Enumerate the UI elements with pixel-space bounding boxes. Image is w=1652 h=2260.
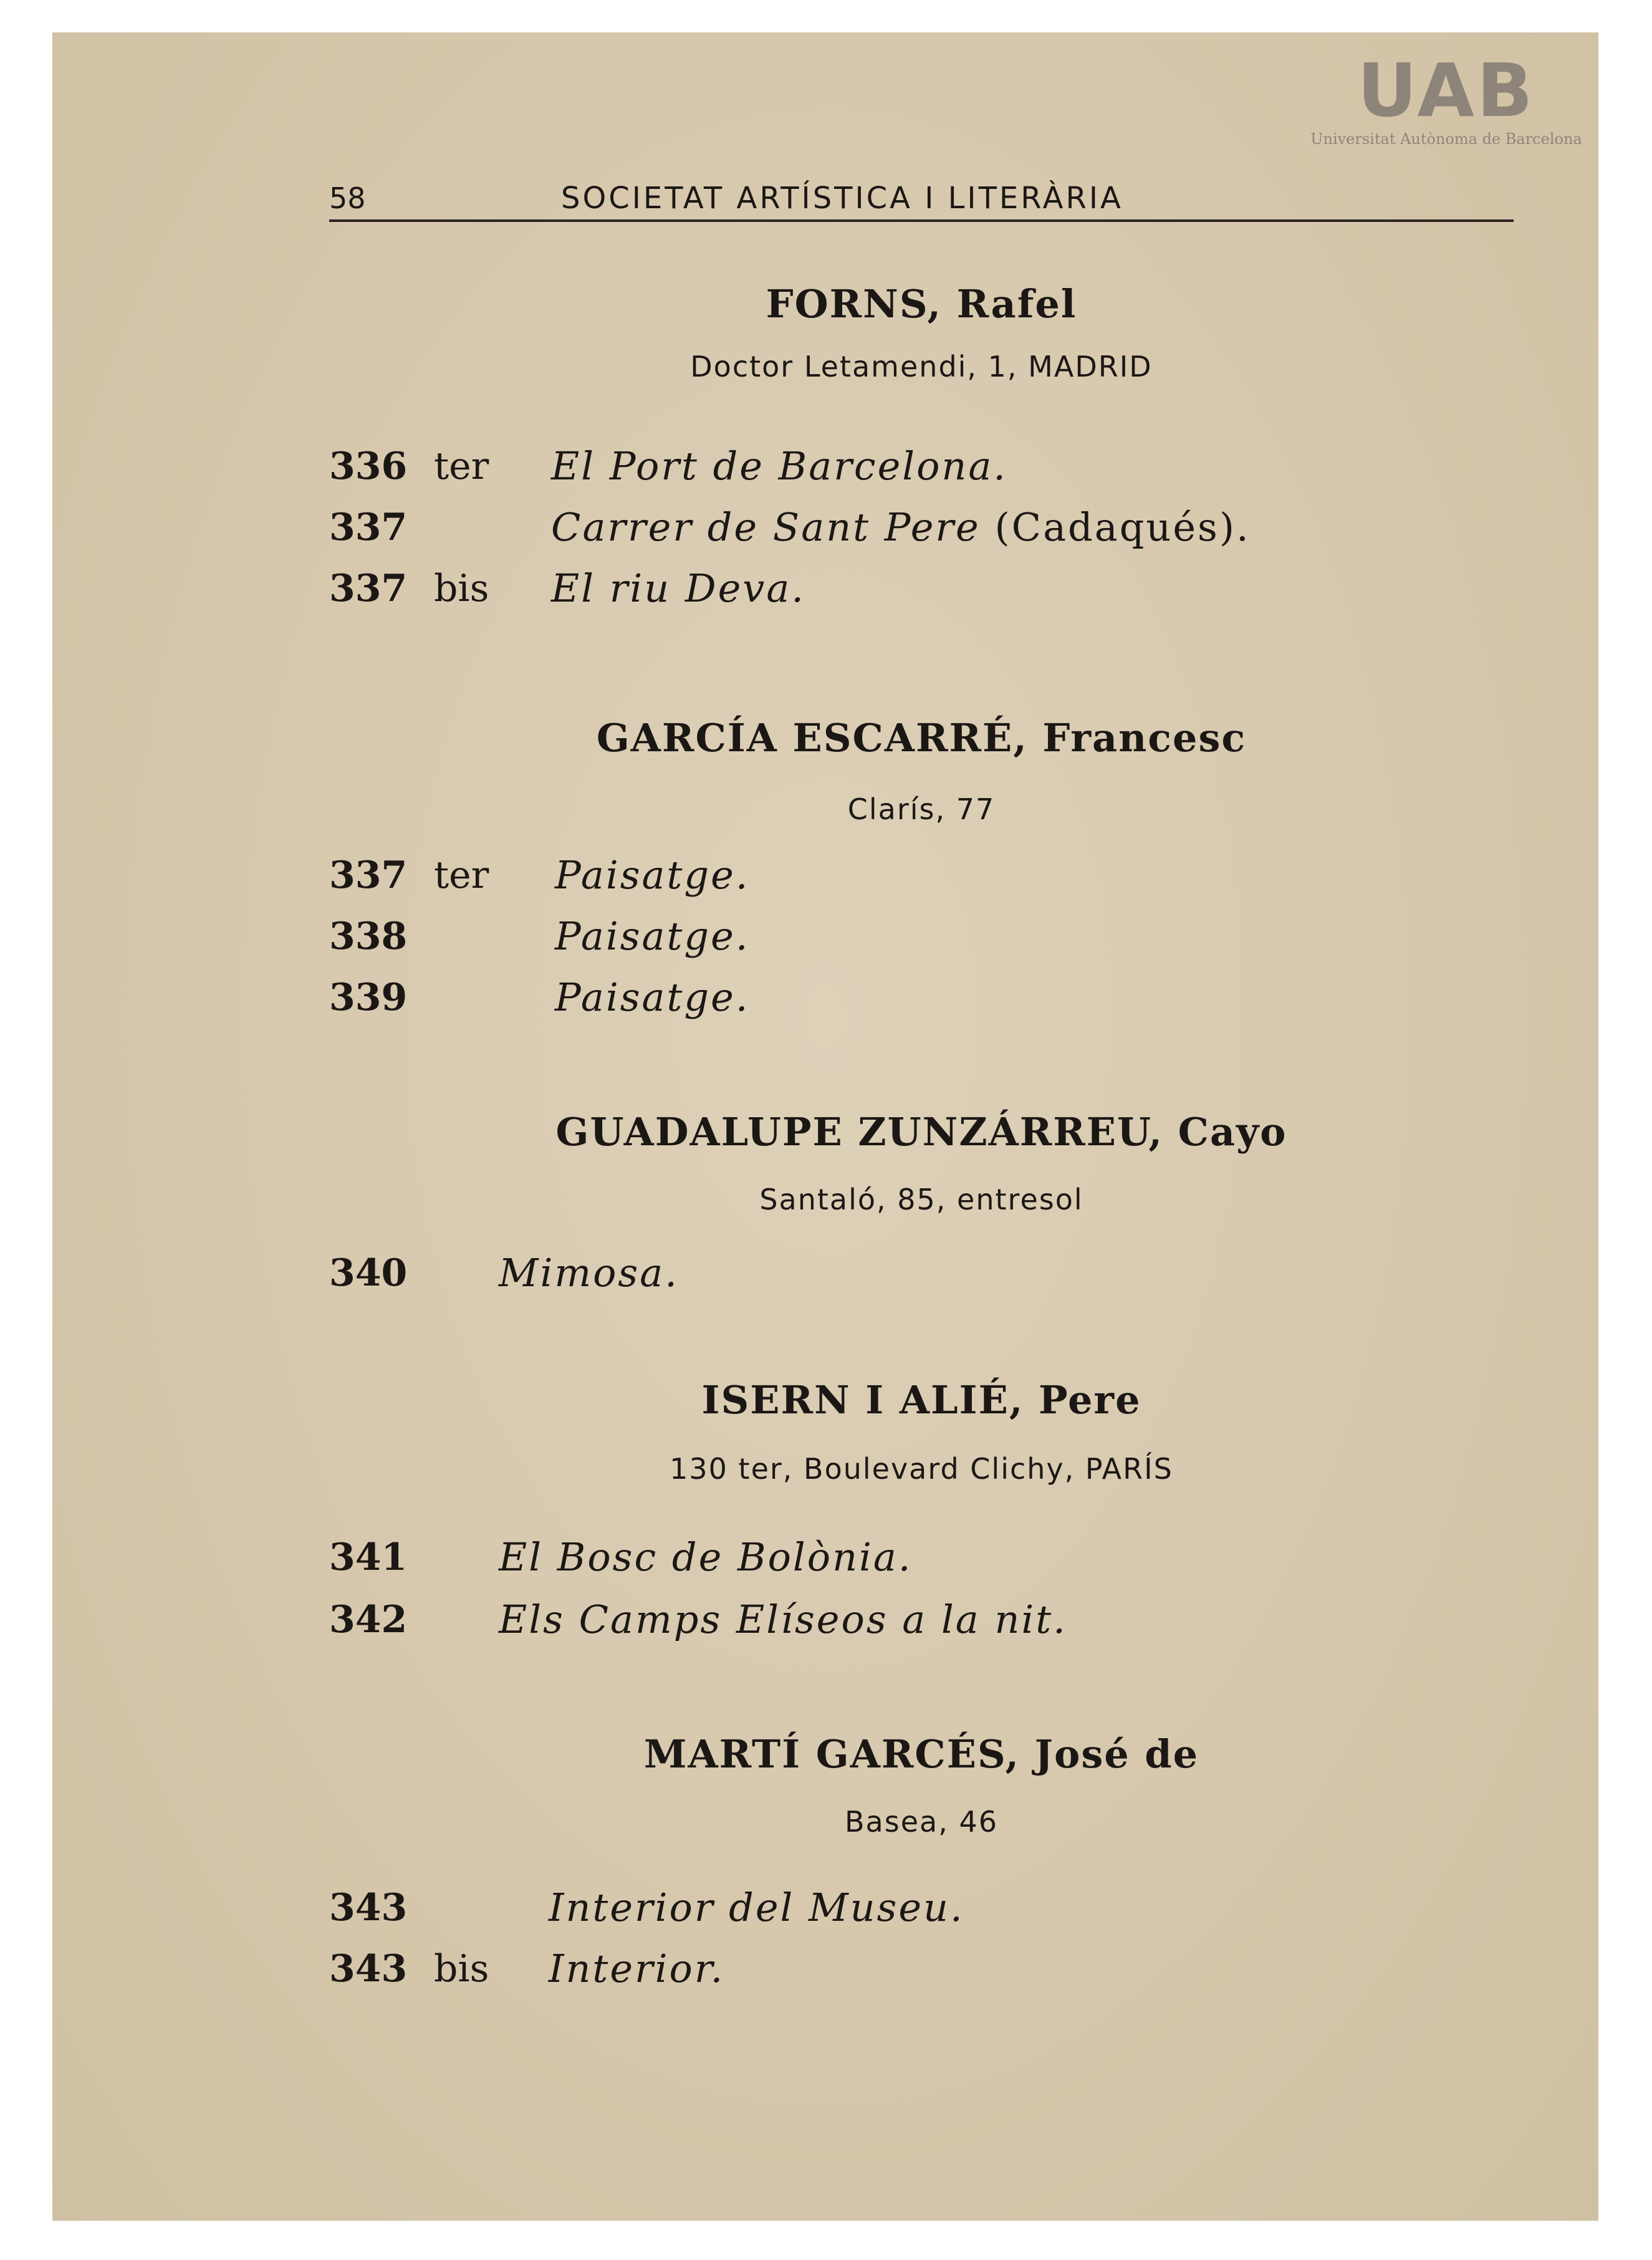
catalog-entry — [329, 1532, 1514, 1582]
entry-title-text: Carrer de Sant Pere — [551, 504, 981, 550]
entry-title — [555, 911, 750, 961]
entry-title-text: El Port de Barcelona. — [551, 443, 1008, 489]
entry-number: 342 — [329, 1598, 408, 1642]
catalog-entry — [329, 1944, 1514, 1994]
entry-suffix: bis — [434, 1947, 489, 1991]
entry-note: (Cadaqués). — [980, 504, 1251, 550]
artist-address: Santaló, 85, entresol — [759, 1183, 1083, 1216]
entry-number: 343 — [329, 1947, 408, 1991]
catalog-entry — [329, 1883, 1514, 1933]
catalog-entry — [329, 1595, 1514, 1645]
entry-title-text: Interior. — [549, 1946, 725, 1991]
artist-address: 130 ter, Boulevard Clichy, PARÍS — [670, 1452, 1173, 1486]
entry-title — [551, 441, 1007, 491]
artist-name: ISERN I ALIÉ, Pere — [701, 1377, 1141, 1423]
entry-title-text: El Bosc de Bolònia. — [499, 1534, 913, 1580]
entry-suffix: ter — [434, 854, 489, 897]
artist-name: MARTÍ GARCÉS, José de — [643, 1731, 1199, 1777]
entry-suffix: ter — [434, 445, 489, 488]
catalog-entry — [329, 564, 1514, 613]
entry-title-text: Els Camps Elíseos a la nit. — [499, 1597, 1067, 1642]
entry-number: 336 — [329, 445, 408, 488]
entry-title-text: Paisatge. — [555, 974, 750, 1020]
catalog-entry — [329, 441, 1514, 491]
entry-number: 337 — [329, 854, 408, 897]
artist-name: GARCÍA ESCARRÉ, Francesc — [596, 715, 1247, 761]
entry-suffix: bis — [434, 567, 489, 610]
catalog-entry — [329, 850, 1514, 900]
entry-number: 337 — [329, 506, 408, 549]
entry-title — [551, 502, 1251, 552]
artist-address: Doctor Letamendi, 1, MADRID — [690, 350, 1153, 383]
entry-title-text: Paisatge. — [555, 913, 750, 959]
entry-title-text: Paisatge. — [555, 852, 750, 898]
entry-title — [499, 1248, 679, 1298]
entry-number: 339 — [329, 976, 408, 1019]
entry-number: 338 — [329, 915, 408, 958]
entry-title — [499, 1595, 1067, 1645]
entry-title-text: Mimosa. — [499, 1250, 679, 1296]
artist-address: Basea, 46 — [845, 1805, 998, 1839]
entry-title — [549, 1883, 964, 1933]
catalog-entry — [329, 502, 1514, 552]
entry-title — [555, 973, 750, 1022]
uab-watermark — [1303, 47, 1590, 148]
entry-number: 340 — [329, 1251, 408, 1295]
artist-name: FORNS, Rafel — [766, 281, 1077, 327]
entry-title — [549, 1944, 724, 1994]
artist-address: Clarís, 77 — [847, 792, 996, 826]
uab-logo-caption: Universitat Autònoma de Barcelona — [1310, 130, 1582, 148]
entry-number: 341 — [329, 1536, 408, 1579]
catalog-entry — [329, 911, 1514, 961]
entry-title-text: El riu Deva. — [551, 565, 805, 611]
page-number: 58 — [329, 181, 366, 215]
catalog-page — [52, 32, 1598, 2221]
page-header — [329, 170, 1514, 222]
catalog-entry — [329, 973, 1514, 1022]
entry-number: 343 — [329, 1886, 408, 1930]
entry-title — [499, 1532, 913, 1582]
running-title: SOCIETAT ARTÍSTICA I LITERÀRIA — [561, 181, 1123, 216]
artist-name: GUADALUPE ZUNZÁRREU, Cayo — [555, 1109, 1287, 1155]
catalog-entry — [329, 1248, 1514, 1298]
entry-title — [555, 850, 750, 900]
uab-logo-mark: UAB — [1357, 47, 1535, 133]
entry-title-text: Interior del Museu. — [549, 1885, 964, 1930]
entry-number: 337 — [329, 567, 408, 610]
entry-title — [551, 564, 805, 613]
